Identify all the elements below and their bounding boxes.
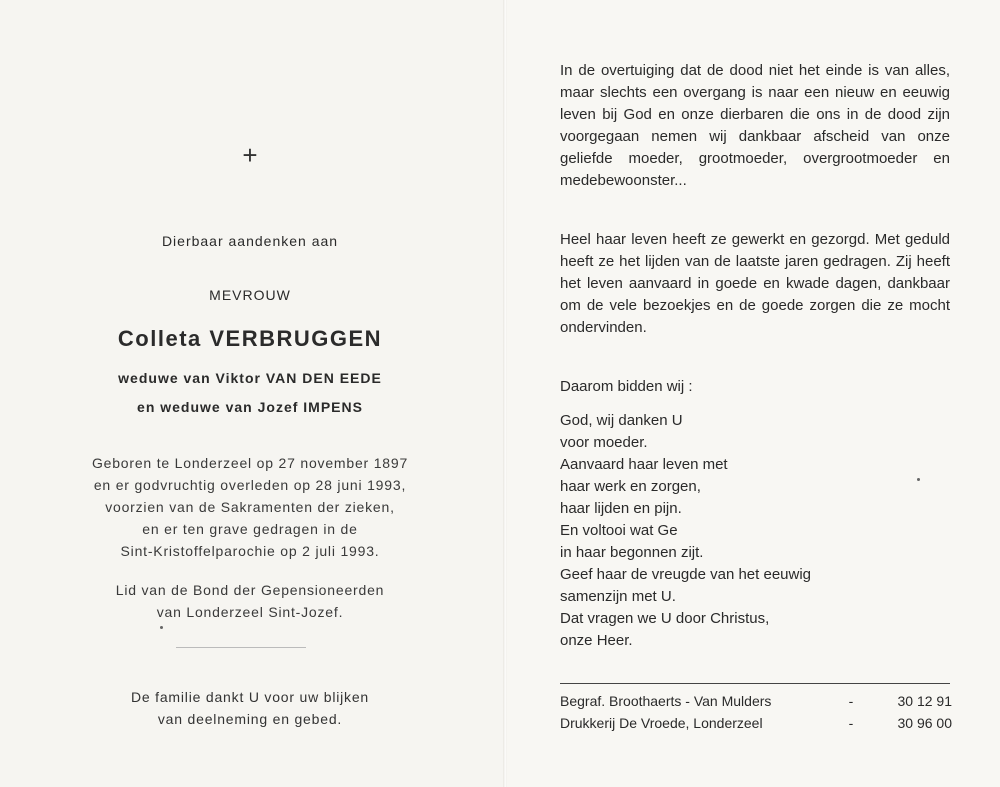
- paragraph-conviction: In de overtuiging dat de dood niet het einde is van alles, maar slechts een overgang is naar een nieuw en eeuwig leven bij God en onze dierbaren die ons in de dood zijn voorgegaan nemen wij dankbaar afscheid van onze geliefde moeder, grootmoeder, overgrootmoeder en medebewoonster...: [560, 62, 950, 189]
- prayer-line: En voltooi wat Ge: [560, 522, 678, 539]
- print-speck: [917, 478, 920, 481]
- footer-dash: -: [848, 693, 854, 709]
- thanks-line: De familie dankt U voor uw blijken: [130, 689, 370, 705]
- life-line: Sint-Kristoffelparochie op 2 juli 1993.: [120, 543, 380, 559]
- member-line: van Londerzeel Sint-Jozef.: [156, 604, 344, 620]
- prayer-line: haar werk en zorgen,: [560, 478, 701, 495]
- dear-memory-line: Dierbaar aandenken aan: [161, 233, 339, 249]
- footer-row-undertaker: [560, 690, 952, 712]
- undertaker-name: Begraf. Broothaerts - Van Mulders: [560, 693, 772, 709]
- title-mevrouw: MEVROUW: [209, 287, 291, 303]
- footer-divider: [560, 683, 950, 684]
- divider-rule: [176, 647, 306, 648]
- thanks-line: van deelneming en gebed.: [157, 711, 343, 727]
- paragraph-life: Heel haar leven heeft ze gewerkt en gezorgd. Met geduld heeft ze het lijden van de laatste jaren gedragen. Zij heeft het leven aanvaard in goede en kwade dagen, dankbaar om de vele bezoekjes en de goede zorgen die ze mocht ondervinden.: [560, 231, 950, 336]
- life-line: en er godvruchtig overleden op 28 juni 1993,: [93, 477, 407, 493]
- prayer-line: God, wij danken U: [560, 412, 683, 429]
- cross-symbol: +: [242, 140, 258, 170]
- deceased-name: Colleta VERBRUGGEN: [117, 326, 383, 351]
- family-thanks: [60, 686, 440, 730]
- prayer-line: Aanvaard haar leven met: [560, 456, 728, 473]
- life-details: [60, 452, 440, 562]
- printer-phone: 30 96 00: [897, 715, 952, 731]
- life-line: en er ten grave gedragen in de: [142, 521, 358, 537]
- prayer-line: voor moeder.: [560, 434, 648, 451]
- widow-line-1: weduwe van Viktor VAN DEN EEDE: [118, 370, 382, 386]
- prayer-line: in haar begonnen zijt.: [560, 544, 704, 561]
- prayer-line: onze Heer.: [560, 632, 633, 649]
- life-line: voorzien van de Sakramenten der zieken,: [105, 499, 395, 515]
- undertaker-phone: 30 12 91: [897, 693, 952, 709]
- prayer-line: samenzijn met U.: [560, 588, 676, 605]
- footer-dash: -: [848, 715, 854, 731]
- print-speck: [160, 626, 163, 629]
- prayer-line: haar lijden en pijn.: [560, 500, 682, 517]
- printer-name: Drukkerij De Vroede, Londerzeel: [560, 715, 763, 731]
- member-line: Lid van de Bond der Gepensioneerden: [115, 582, 385, 598]
- prayer-line: Dat vragen we U door Christus,: [560, 610, 770, 627]
- prayer-text: [560, 410, 950, 652]
- prayer-intro: Daarom bidden wij :: [560, 378, 693, 395]
- footer-row-printer: [560, 712, 952, 734]
- footer-credits: [560, 690, 952, 734]
- prayer-line: Geef haar de vreugde van het eeuwig: [560, 566, 812, 583]
- widow-line-2: en weduwe van Jozef IMPENS: [137, 399, 363, 415]
- membership-details: [60, 579, 440, 623]
- life-line: Geboren te Londerzeel op 27 november 1897: [91, 455, 409, 471]
